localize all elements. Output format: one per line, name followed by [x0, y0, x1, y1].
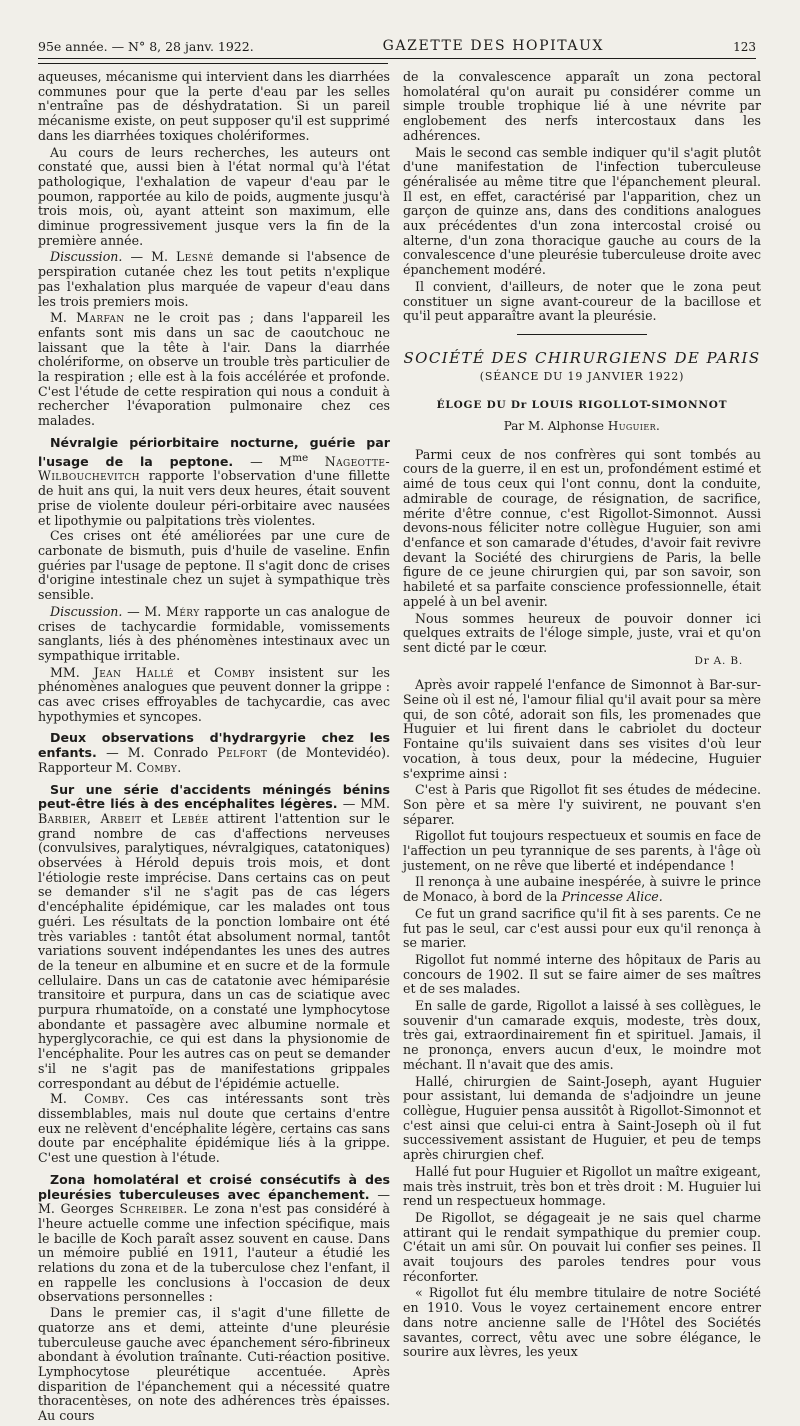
paragraph: Nous sommes heureux de pouvoir donner ici quelques extraits de l'éloge simple, juste, vrai et qu'on sent dicté par le cœur. [403, 610, 761, 655]
paragraph: Hallé, chirurgien de Saint-Joseph, ayant Huguier pour assistant, lui demanda de s'adjoindre un jeune collègue, Huguier pensa aussitôt à Rigollot-Simonnot et c'est ainsi que celui-ci entra à Saint-Joseph où il fut successivement assistant de Huguier, et peu de temps après chirurgien chef. [403, 1073, 761, 1163]
paragraph: Après avoir rappelé l'enfance de Simonnot à Bar-sur-Seine où il est né, l'amour filial qu'il avait pour sa mère qui, de son côté, adorait son fils, les promenades que Huguier et lui firent dans le cabriolet du docteur Fontaine qu'ils suivaient dans ses visites d'où leur vocation, à tous deux, pour la médecine, Huguier s'exprime ainsi : [403, 677, 761, 781]
paragraph: aqueuses, mécanisme qui intervient dans les diarrhées communes pour que la perte d'eau par les selles n'entraîne pas de déshydratation. Si un pareil mécanisme existe, on peut supposer qu'il est supprimé dans les diarrhées toxiques cholériformes. [38, 69, 390, 143]
paragraph: De Rigollot, se dégageait je ne sais quel charme attirant qui le rendait sympathique du premier coup. C'était un ami sûr. On pouvait lui confier ses peines. Il avait toujours des paroles tendres pour vous réconforter. [403, 1209, 761, 1284]
paragraph: Il convient, d'ailleurs, de noter que le zona peut constituer un signe avant-coureur de la bacillose et qu'il peut apparaître avant la pleurésie. [403, 278, 761, 324]
discussion-halle: MM. Jean Hallé et Comby insistent sur les phénomènes analogues que peuvent donner la grippe : cas avec crises effroyables de tachycardie, cas avec hypothymies et syncopes. [38, 664, 390, 724]
page-number: 123 [733, 40, 756, 54]
eulogy-title: ÉLOGE DU Dr LOUIS RIGOLLOT-SIMONNOT [436, 399, 728, 412]
page-header [38, 26, 756, 59]
header-rule [38, 63, 388, 64]
paragraph: En salle de garde, Rigollot a laissé à ses collègues, le souvenir d'un camarade exquis, modeste, très doux, très gai, extraordinairement fin et spirituel. Jamais, il ne prononça, envers aucun d'eux, le moindre mot méchant. Il n'avait que des amis. [403, 998, 761, 1072]
discussion-comby: M. Comby. Ces cas intéressants sont très dissemblables, mais nul doute que certains d'entre eux ne relèvent d'encéphalite légère, certains cas sans doute par encéphalite épidémique liés à la grippe. C'est une question à l'étude. [38, 1091, 390, 1166]
section-divider [517, 334, 647, 335]
paragraph: de la convalescence apparaît un zona pectoral homolatéral qu'on aurait pu considérer comme un simple trouble trophique lié à une névrite par englobement des nerfs intercostaux dans les adhérences. [403, 69, 761, 143]
section-heading-nevralgie: Névralgie périorbitaire nocturne, guérie par l'usage de la peptone. — $M^{me}$ Nageotte-Wilbouchevitch rapporte l'observation d'une fillette de huit ans qui, la nuit vers deux heures, était souvent prise de violente douleur péri-orbitaire avec nausées et lipothymie ou palpitations très violentes. [38, 434, 390, 528]
paragraph: Parmi ceux de nos confrères qui sont tombés au cours de la guerre, il en est un, profondément estimé et aimé de tous ceux qui l'ont connu, dont la conduite, admirable de courage, de résignation, de sacrifice, mérite d'être connue, c'est Rigollot-Simonnot. Aussi devons-nous féliciter notre collègue Huguier, son ami d'enfance et son camarade d'études, d'avoir fait revivre devant la Société des chirurgiens de Paris, la belle figure de ce jeune chirurgien qui, par son savoir, son habileté et sa parfaite conscience professionnelle, était appelé à un bel avenir. [403, 446, 761, 609]
section-heading-zona: Zona homolatéral et croisé consécutifs à des pleurésies tuberculeuses avec épanchement. — M. Georges Schreiber. Le zona n'est pas considéré à l'heure actuelle comme une infection spécifique, mais le bacille de Koch paraît assez souvent en cause. Dans un mémoire publié en 1911, l'auteur a étudié les relations du zona et de la tuberculose chez l'enfant, il en rappelle les conclusions à l'occasion de deux observations personnelles : [38, 1171, 390, 1305]
left-column [38, 70, 390, 1426]
paragraph: Il renonça à une aubaine inespérée, à suivre le prince de Monaco, à bord de la Princesse Alice. [403, 874, 761, 905]
paragraph: Rigollot fut toujours respectueux et soumis en face de l'affection un peu tyrannique de ses parents, à l'âge où justement, on ne rêve que liberté et indépendance ! [403, 828, 761, 873]
paragraph: Ces crises ont été améliorées par une cure de carbonate de bismuth, puis d'huile de vaseline. Enfin guéries par l'usage de peptone. Il s'agit donc de crises d'origine intestinale chez un sujet à sympathique très sensible. [38, 528, 390, 603]
paragraph: « Rigollot fut élu membre titulaire de notre Société en 1910. Vous le voyez certainement encore entrer dans notre ancienne salle de l'Hôtel des Sociétés savantes, correct, vêtu avec une sobre élégance, le sourire aux lèvres, les yeux [403, 1285, 761, 1360]
right-column [403, 70, 761, 1362]
eulogy-author: Par M. Alphonse Huguier. [503, 419, 661, 434]
discussion-lesne: Discussion. — M. Lesné demande si l'absence de perspiration cutanée chez les tout petits n'explique pas l'exhalation plus marquée de vapeur d'eau dans les trois premiers mois. [38, 249, 390, 309]
paragraph: Au cours de leurs recherches, les auteurs ont constaté que, aussi bien à l'état normal qu'à l'état pathologique, l'exhalation de vapeur d'eau par le poumon, rapportée au kilo de poids, augmente jusqu'à trois mois, où, ayant atteint son maximum, elle diminue progressivement jusque vers la fin de la première année. [38, 144, 390, 248]
paragraph: Dans le premier cas, il s'agit d'une fillette de quatorze ans et demi, atteinte d'une pleurésie tuberculeuse gauche avec épanchement séro-fibrineux abondant à évolution traînante. Cuti-réaction positive. Lymphocytose pleurétique accentuée. Après disparition de l'épanchement qui a nécessité quatre thoracentèses, on note des adhérences très épaisses. Au cours [38, 1305, 390, 1424]
paragraph: Ce fut un grand sacrifice qu'il fit à ses parents. Ce ne fut pas le seul, car c'est aussi pour eux qu'il renonça à se marier. [403, 905, 761, 951]
society-title: SOCIÉTÉ DES CHIRURGIENS DE PARIS [403, 348, 761, 367]
journal-title: GAZETTE DES HOPITAUX [382, 38, 605, 54]
discussion-marfan: M. Marfan ne le croit pas ; dans l'appareil les enfants sont mis dans un sac de caoutchouc ne laissant que la tête à l'air. Dans la diarrhée cholériforme, on observe un trouble très particulier de la respiration ; elle est à la fois accélérée et profonde. C'est l'étude de cette respiration qui nous a conduit à rechercher l'évaporation pulmonaire chez ces malades. [38, 310, 390, 429]
paragraph: Rigollot fut nommé interne des hôpitaux de Paris au concours de 1902. Il sut se faire aimer de ses maîtres et de ses malades. [403, 951, 761, 997]
section-heading-meninges: Sur une série d'accidents méningés bénins peut-être liés à des encéphalites légères. — MM. Barbier, Arbeit et Lebée attirent l'attention sur le grand nombre de cas d'affections nerveuses (convulsives, paralytiques, névralgiques, catatoniques) observées à Hérold depuis trois mois, et dont l'étiologie reste imprécise. Dans certains cas on peut se demander s'il ne s'agit pas de cas légers d'encéphalite épidémique, car les malades ont tous guéri. Les résultats de la ponction lombaire ont été très variables : tantôt état absolument normal, tantôt variations souvent indépendantes les unes des autres de la teneur en albumine et en sucre et de la formule cellulaire. Dans un cas de catatonie avec hémiparésie transitoire et purpura, dans un cas de sciatique avec purpura rhumatoïde, on a constaté une lymphocytose abondante et passagère avec albumine normale et hyperglycorachie, ce qui est dans la physionomie de l'encéphalite. Pour les autres cas on peut se demander s'il ne s'agit pas de manifestations grippales correspondant au début de l'épidémie actuelle. [38, 781, 391, 1091]
paragraph: C'est à Paris que Rigollot fit ses études de médecine. Son père et sa mère l'y suivirent, ne pouvant s'en séparer. [403, 782, 761, 827]
paragraph: Mais le second cas semble indiquer qu'il s'agit plutôt d'une manifestation de l'infection tuberculeuse généralisée au même titre que l'épanchement pleural. Il est, en effet, caractérisé par l'apparition, chez un garçon de quinze ans, dans des conditions analogues aux précédentes d'un zona intercostal croisé ou alterne, d'un zona thoracique gauche au cours de la convalescence d'une pleurésie tuberculeuse droite avec épanchement modéré. [403, 144, 761, 278]
session-date: (SÉANCE DU 19 JANVIER 1922) [479, 369, 685, 383]
paragraph: Hallé fut pour Huguier et Rigollot un maître exigeant, mais très instruit, très bon et très droit : M. Huguier lui rend un respectueux hommage. [403, 1163, 761, 1209]
signature: Dr A. B. [694, 654, 743, 667]
discussion-mery: Discussion. — M. Méry rapporte un cas analogue de crises de tachycardie formidable, vomissements sanglants, liés à des phénomènes intestinaux avec un sympathique irritable. [38, 603, 390, 663]
section-heading-hydrargyrie: Deux observations d'hydrargyrie chez les enfants. — M. Conrado Pelfort (de Montevidéo). Rapporteur M. Comby. [38, 730, 390, 775]
issue-info: 95e année. — N° 8, 28 janv. 1922. [38, 39, 254, 54]
